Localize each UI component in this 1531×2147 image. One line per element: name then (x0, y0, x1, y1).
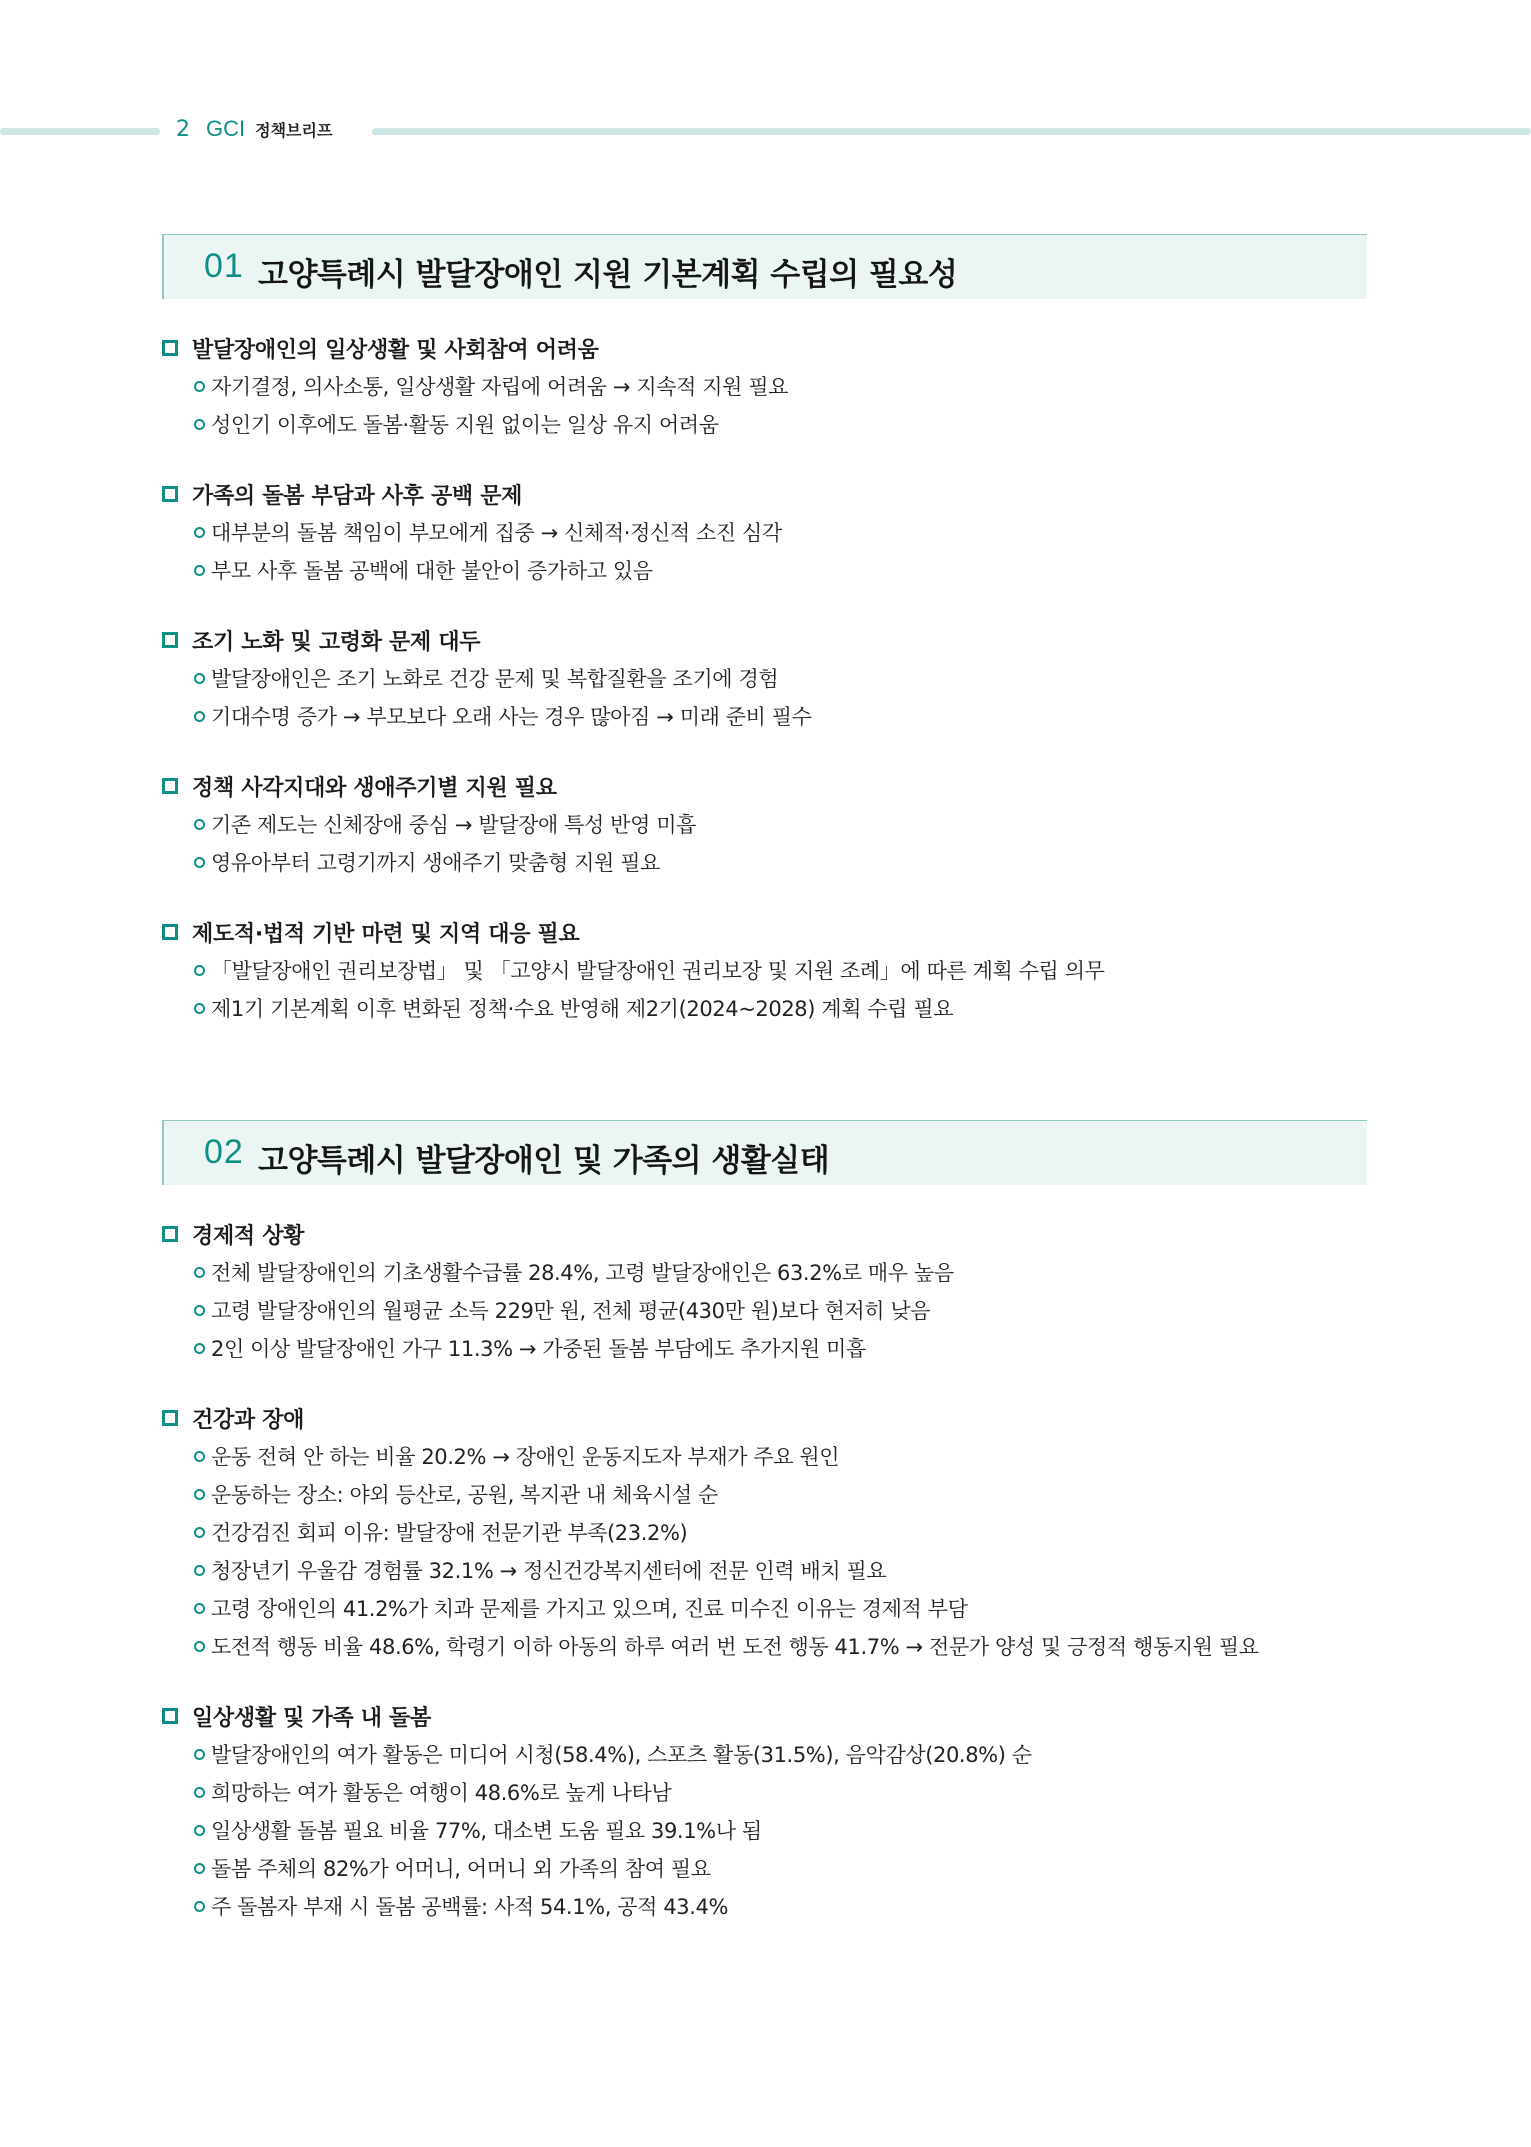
circle-bullet-icon (194, 1641, 205, 1652)
circle-bullet-icon (194, 1825, 205, 1836)
section-heading (162, 1120, 1367, 1185)
circle-bullet-icon (194, 1267, 205, 1278)
square-bullet-icon (162, 1410, 178, 1426)
header-rule-right (372, 128, 1531, 135)
square-bullet-icon (162, 1226, 178, 1242)
square-bullet-icon (162, 778, 178, 794)
circle-bullet-icon (194, 1305, 205, 1316)
circle-bullet-icon (194, 1863, 205, 1874)
list-item: 발달장애인은 조기 노화로 건강 문제 및 복합질환을 조기에 경험 (194, 659, 1367, 697)
topic (162, 475, 1367, 589)
brand-name: GCI (206, 116, 246, 141)
square-bullet-icon (162, 632, 178, 648)
list-item: 전체 발달장애인의 기초생활수급률 28.4%, 고령 발달장애인은 63.2%로 매우 높음 (194, 1253, 1367, 1291)
circle-bullet-icon (194, 565, 205, 576)
circle-bullet-icon (194, 1527, 205, 1538)
circle-bullet-icon (194, 1343, 205, 1354)
section-title: 고양특례시 발달장애인 및 가족의 생활실태 (258, 1143, 830, 1179)
header-rule-left (0, 128, 160, 135)
circle-bullet-icon (194, 1901, 205, 1912)
topic-title: 일상생활 및 가족 내 돌봄 (192, 1705, 431, 1731)
square-bullet-icon (162, 340, 178, 356)
topic-title: 제도적·법적 기반 마련 및 지역 대응 필요 (192, 921, 580, 947)
topic (162, 767, 1367, 881)
section-number: 01 (204, 247, 244, 285)
page-number: 2 (176, 117, 190, 142)
circle-bullet-icon (194, 1451, 205, 1462)
list-item: 제1기 기본계획 이후 변화된 정책·수요 반영해 제2기(2024~2028) 계획 수립 필요 (194, 989, 1367, 1027)
section-title: 고양특례시 발달장애인 지원 기본계획 수립의 필요성 (258, 257, 958, 293)
publication-name: 정책브리프 (255, 121, 333, 140)
list-item: 운동 전혀 안 하는 비율 20.2% → 장애인 운동지도자 부재가 주요 원인 (194, 1437, 1367, 1475)
topic (162, 1215, 1367, 1367)
circle-bullet-icon (194, 673, 205, 684)
circle-bullet-icon (194, 1565, 205, 1576)
square-bullet-icon (162, 1708, 178, 1724)
circle-bullet-icon (194, 381, 205, 392)
circle-bullet-icon (194, 857, 205, 868)
list-item: 기대수명 증가 → 부모보다 오래 사는 경우 많아짐 → 미래 준비 필수 (194, 697, 1367, 735)
list-item: 영유아부터 고령기까지 생애주기 맞춤형 지원 필요 (194, 843, 1367, 881)
list-item: 고령 장애인의 41.2%가 치과 문제를 가지고 있으며, 진료 미수진 이유는 경제적 부담 (194, 1589, 1367, 1627)
circle-bullet-icon (194, 527, 205, 538)
circle-bullet-icon (194, 1003, 205, 1014)
list-item: 청장년기 우울감 경험률 32.1% → 정신건강복지센터에 전문 인력 배치 필요 (194, 1551, 1367, 1589)
square-bullet-icon (162, 486, 178, 502)
running-header (176, 116, 332, 146)
list-item: 발달장애인의 여가 활동은 미디어 시청(58.4%), 스포츠 활동(31.5%), 음악감상(20.8%) 순 (194, 1735, 1367, 1773)
list-item: 돌봄 주체의 82%가 어머니, 어머니 외 가족의 참여 필요 (194, 1849, 1367, 1887)
topic (162, 913, 1367, 1027)
list-item: 운동하는 장소: 야외 등산로, 공원, 복지관 내 체육시설 순 (194, 1475, 1367, 1513)
circle-bullet-icon (194, 1489, 205, 1500)
list-item: 주 돌봄자 부재 시 돌봄 공백률: 사적 54.1%, 공적 43.4% (194, 1887, 1367, 1925)
circle-bullet-icon (194, 1603, 205, 1614)
list-item: 자기결정, 의사소통, 일상생활 자립에 어려움 → 지속적 지원 필요 (194, 367, 1367, 405)
list-item: 기존 제도는 신체장애 중심 → 발달장애 특성 반영 미흡 (194, 805, 1367, 843)
section-number: 02 (204, 1133, 244, 1171)
list-item: 「발달장애인 권리보장법」 및 「고양시 발달장애인 권리보장 및 지원 조례」에 따른 계획 수립 의무 (194, 951, 1367, 989)
topic-title: 정책 사각지대와 생애주기별 지원 필요 (192, 775, 557, 801)
topic-title: 가족의 돌봄 부담과 사후 공백 문제 (192, 483, 523, 509)
list-item: 희망하는 여가 활동은 여행이 48.6%로 높게 나타남 (194, 1773, 1367, 1811)
circle-bullet-icon (194, 1749, 205, 1760)
list-item: 고령 발달장애인의 월평균 소득 229만 원, 전체 평균(430만 원)보다 현저히 낮음 (194, 1291, 1367, 1329)
list-item: 2인 이상 발달장애인 가구 11.3% → 가중된 돌봄 부담에도 추가지원 미흡 (194, 1329, 1367, 1367)
topic-title: 발달장애인의 일상생활 및 사회참여 어려움 (192, 337, 599, 363)
list-item: 일상생활 돌봄 필요 비율 77%, 대소변 도움 필요 39.1%나 됨 (194, 1811, 1367, 1849)
circle-bullet-icon (194, 819, 205, 830)
section-01 (162, 234, 1367, 1027)
topic (162, 1697, 1367, 1925)
list-item: 대부분의 돌봄 책임이 부모에게 집중 → 신체적·정신적 소진 심각 (194, 513, 1367, 551)
topic-title: 조기 노화 및 고령화 문제 대두 (192, 629, 481, 655)
circle-bullet-icon (194, 1787, 205, 1798)
circle-bullet-icon (194, 419, 205, 430)
section-heading (162, 234, 1367, 299)
square-bullet-icon (162, 924, 178, 940)
list-item: 건강검진 회피 이유: 발달장애 전문기관 부족(23.2%) (194, 1513, 1367, 1551)
section-02 (162, 1120, 1367, 1925)
topic (162, 621, 1367, 735)
topic-title: 경제적 상황 (192, 1223, 305, 1249)
list-item: 도전적 행동 비율 48.6%, 학령기 이하 아동의 하루 여러 번 도전 행동 41.7% → 전문가 양성 및 긍정적 행동지원 필요 (194, 1627, 1367, 1665)
topic (162, 329, 1367, 443)
list-item: 성인기 이후에도 돌봄·활동 지원 없이는 일상 유지 어려움 (194, 405, 1367, 443)
topic (162, 1399, 1367, 1665)
topic-title: 건강과 장애 (192, 1407, 305, 1433)
circle-bullet-icon (194, 965, 205, 976)
list-item: 부모 사후 돌봄 공백에 대한 불안이 증가하고 있음 (194, 551, 1367, 589)
circle-bullet-icon (194, 711, 205, 722)
